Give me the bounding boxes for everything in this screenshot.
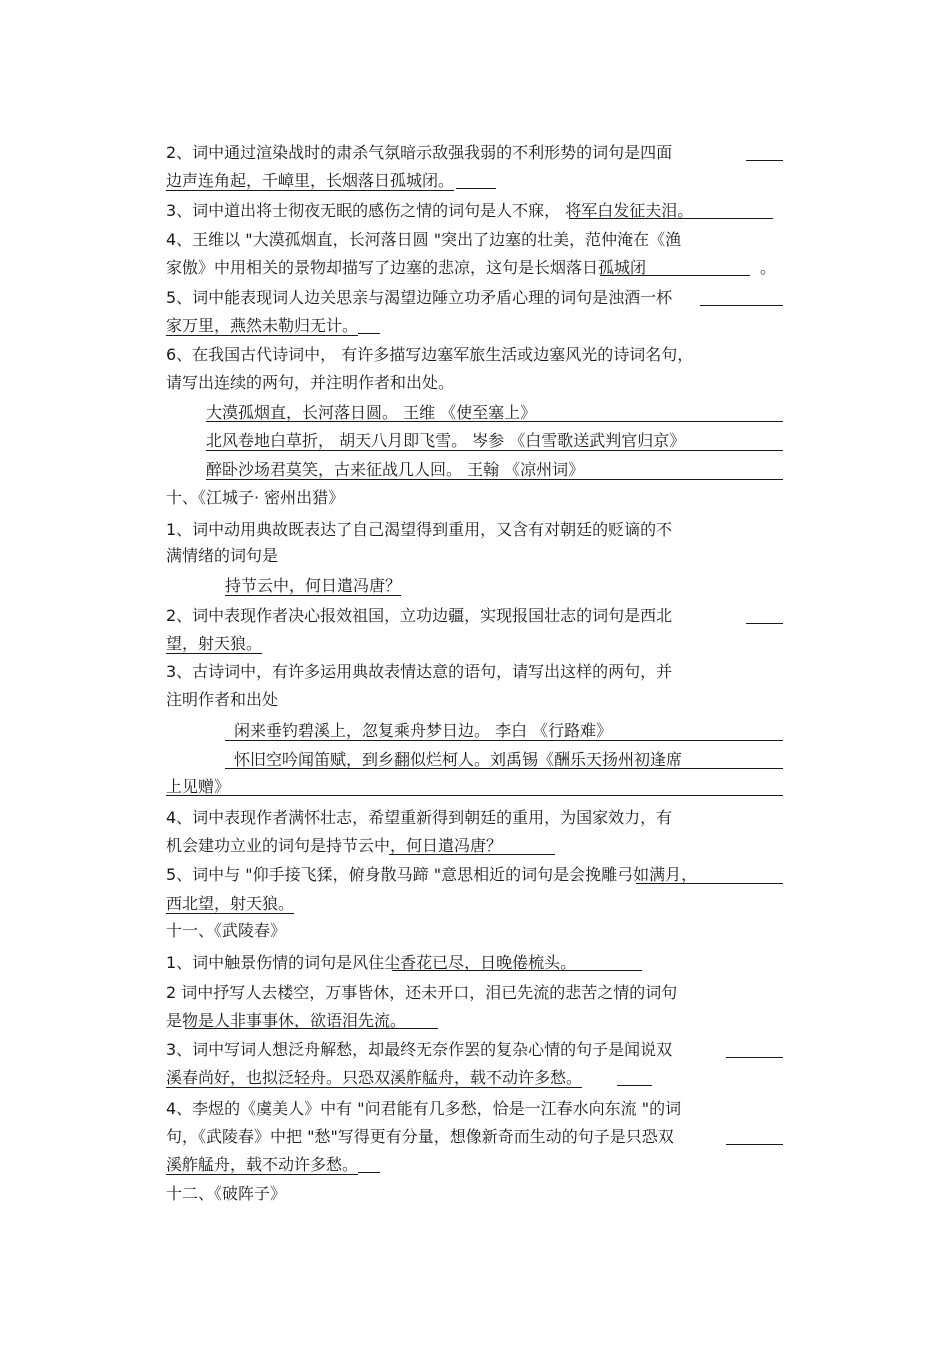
answer-line: 怀旧空吟闻笛赋，到乡翻似烂柯人。刘禹锡《酬乐天扬州初逢席 [234, 750, 683, 769]
question-2-line-1: 2 词中抒写人去楼空，万事皆休，还未开口，泪已先流的悲苦之情的词句 [166, 983, 678, 1002]
question-6-line-1: 6、在我国古代诗词中， 有许多描写边塞军旅生活或边塞风光的诗词名句， [166, 345, 694, 364]
question-3-answer: 溪春尚好，也拟泛轻舟。只恐双溪舴艋舟，载不动许多愁。 [166, 1068, 583, 1087]
question-2-line-2: 是物是人非事事休，欲语泪先流。 [166, 1011, 407, 1030]
answer-underline [225, 740, 783, 741]
question-4-answer: 溪舴艋舟，载不动许多愁。 [166, 1155, 359, 1174]
answer-underline [206, 450, 783, 451]
question-5-line-1: 5、词中与 "仰手接飞猱，俯身散马蹄 "意思相近的词句是会挽雕弓如满月， [166, 865, 698, 884]
question-4-line-1: 4、王维以 "大漠孤烟直，长河落日圆 "突出了边塞的壮美，范仲淹在《渔 [166, 230, 682, 249]
answer-underline [392, 970, 642, 971]
answer-underline [166, 795, 783, 796]
answer-underline [206, 479, 783, 480]
question-5-answer: 西北望，射天狼。 [166, 894, 295, 913]
question-2-line-1: 2、词中通过渲染战时的肃杀气氛暗示敌强我弱的不利形势的词句是四面 [166, 143, 673, 162]
answer-line: 北风卷地白草折， 胡天八月即飞雪。 岑参 《白雪歌送武判官归京》 [206, 431, 686, 450]
answer-blank-rule [726, 1057, 783, 1058]
question-4-period: 。 [760, 258, 777, 277]
answer-line: 闲来垂钓碧溪上，忽复乘舟梦日边。 李白 《行路难》 [234, 721, 613, 740]
answer-underline [389, 854, 555, 855]
question-3-line-2: 注明作者和出处 [166, 690, 279, 709]
question-1-line-1: 1、词中动用典故既表达了自己渴望得到重用，又含有对朝廷的贬谪的不 [166, 520, 673, 539]
answer-line: 大漠孤烟直，长河落日圆。 王维 《使至塞上》 [206, 403, 537, 422]
answer-line: 上见赠》 [166, 777, 231, 796]
answer-blank-rule [617, 1085, 652, 1086]
answer-underline [225, 768, 783, 769]
answer-line: 醉卧沙场君莫笑，古来征战几人回。 王翰 《凉州词》 [206, 460, 585, 479]
answer-underline [206, 421, 783, 422]
question-1-line-2: 满情绪的词句是 [166, 546, 279, 565]
section-heading: 十一、《武陵春》 [166, 921, 287, 940]
question-5-answer: 家万里，燕然未勒归无计。 [166, 316, 359, 335]
answer-underline [569, 218, 773, 219]
question-4-line-1: 4、词中表现作者满怀壮志，希望重新得到朝廷的重用，为国家效力，有 [166, 808, 673, 827]
question-3-line-1: 3、词中写词人想泛舟解愁，却最终无奈作罢的复杂心情的句子是闻说双 [166, 1040, 673, 1059]
question-2-answer: 望，射天狼。 [166, 634, 263, 653]
answer-underline [700, 305, 783, 306]
question-5-line-1: 5、词中能表现词人边关思亲与渴望边陲立功矛盾心理的词句是浊酒一杯 [166, 288, 673, 307]
answer-blank-rule [358, 1172, 380, 1173]
question-6-line-2: 请写出连续的两句，并注明作者和出处。 [166, 373, 455, 392]
question-4-line-2: 句，《武陵春》中把 "愁"写得更有分量，想像新奇而生动的句子是只恐双 [166, 1127, 674, 1146]
question-4-line-2: 家傲》中用相关的景物却描写了边塞的悲凉，这句是长烟落日孤城闭 [166, 258, 647, 277]
answer-blank-rule [456, 188, 496, 189]
answer-underline [726, 1144, 783, 1145]
question-3: 3、词中道出将士彻夜无眠的感伤之情的词句是人不寐， 将军白发征夫泪。 [166, 201, 694, 220]
question-2-line-1: 2、词中表现作者决心报效祖国，立功边疆，实现报国壮志的词句是西北 [166, 606, 673, 625]
section-heading: 十二、《破阵子》 [166, 1184, 287, 1203]
answer-underline [636, 883, 783, 884]
question-4-line-2: 机会建功立业的词句是持节云中，何日遣冯唐？ [166, 836, 503, 855]
answer-underline [600, 275, 750, 276]
question-1: 1、词中触景伤情的词句是风住尘香花已尽，日晚倦梳头。 [166, 953, 577, 972]
answer-blank-rule [358, 333, 380, 334]
question-3-line-1: 3、古诗词中，有许多运用典故表情达意的语句，请写出这样的两句，并 [166, 662, 673, 681]
answer-blank-rule [746, 623, 783, 624]
answer-underline [185, 1028, 438, 1029]
question-2-answer: 边声连角起，千嶂里，长烟落日孤城闭。 [166, 171, 455, 190]
section-heading: 十、《江城子· 密州出猎》 [166, 488, 345, 507]
answer-blank-rule [746, 160, 783, 161]
question-1-answer: 持节云中，何日遣冯唐？ [225, 576, 402, 595]
question-4-line-1: 4、李煜的《虞美人》中有 "问君能有几多愁，恰是一江春水向东流 "的词 [166, 1099, 682, 1118]
